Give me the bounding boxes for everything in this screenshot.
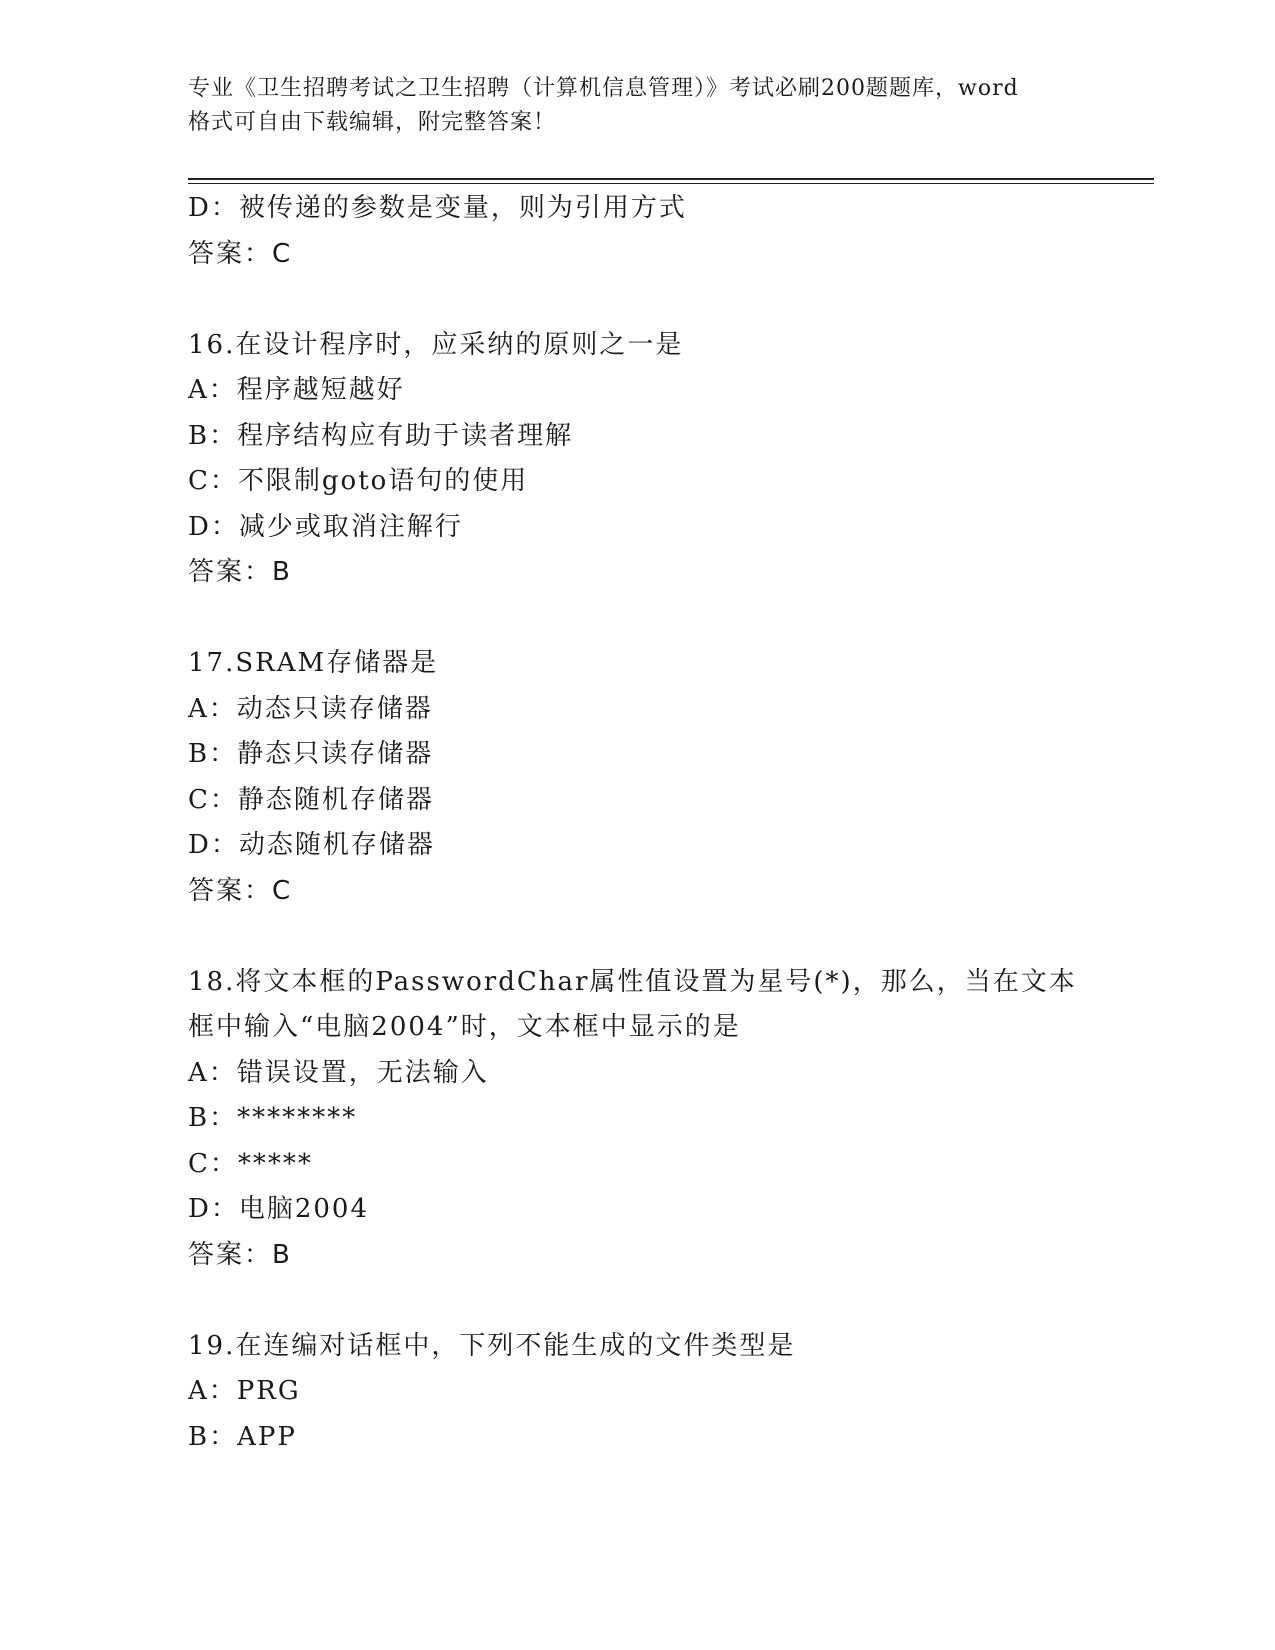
answer-line: 答案：B xyxy=(188,557,292,587)
question-block-16 xyxy=(188,323,1148,596)
option-a: A：动态只读存储器 xyxy=(188,693,433,724)
header-line-1: 专业《卫生招聘考试之卫生招聘（计算机信息管理）》考试必刷200题题库，word xyxy=(188,76,1019,101)
option-d: D：被传递的参数是变量，则为引用方式 xyxy=(188,193,687,223)
option-b: B：程序结构应有助于读者理解 xyxy=(188,420,574,451)
option-d: D：电脑2004 xyxy=(188,1194,370,1224)
question-text: 18.将文本框的PasswordChar属性值设置为星号(*)，那么，当在文本 xyxy=(188,966,1077,997)
question-block-15 xyxy=(188,186,1148,277)
option-b: B：APP xyxy=(188,1421,297,1452)
header-divider-thick xyxy=(188,178,1154,180)
header-line-2: 格式可自由下载编辑，附完整答案！ xyxy=(188,110,557,135)
option-d: D：动态随机存储器 xyxy=(188,830,435,860)
answer-line: 答案：B xyxy=(188,1239,292,1270)
option-c: C：***** xyxy=(188,1148,313,1179)
question-text: 17.SRAM存储器是 xyxy=(188,648,439,678)
header-divider-thin xyxy=(188,183,1154,184)
question-text: 16.在设计程序时，应采纳的原则之一是 xyxy=(188,329,684,360)
option-a: A：PRG xyxy=(188,1376,301,1406)
option-c: C：静态随机存储器 xyxy=(188,784,434,815)
option-b: B：静态只读存储器 xyxy=(188,739,434,769)
answer-line: 答案：C xyxy=(188,875,293,906)
question-text-continued: 框中输入“电脑2004”时，文本框中显示的是 xyxy=(188,1012,741,1042)
question-list xyxy=(188,186,1148,1460)
question-block-18 xyxy=(188,960,1148,1279)
option-c: C：不限制goto语句的使用 xyxy=(188,466,529,496)
option-a: A：程序越短越好 xyxy=(188,375,405,405)
answer-line: 答案：C xyxy=(188,238,293,269)
question-block-17 xyxy=(188,641,1148,914)
option-b: B：******** xyxy=(188,1103,358,1133)
option-d: D：减少或取消注解行 xyxy=(188,511,463,542)
document-header xyxy=(188,72,1108,140)
question-block-19 xyxy=(188,1324,1148,1461)
option-a: A：错误设置，无法输入 xyxy=(188,1057,489,1088)
question-text: 19.在连编对话框中，下列不能生成的文件类型是 xyxy=(188,1330,796,1361)
